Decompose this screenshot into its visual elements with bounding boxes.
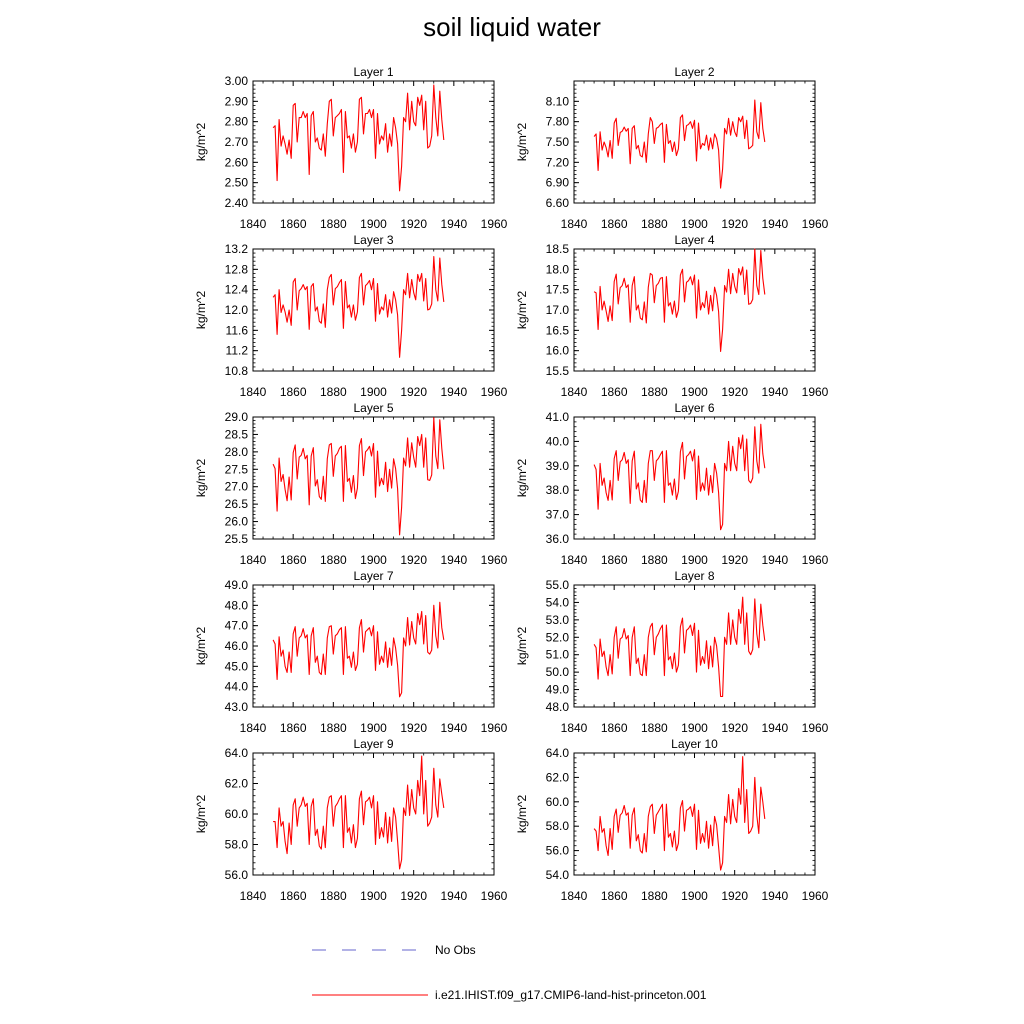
- layer-8-ytick-label: 52.0: [545, 630, 569, 645]
- layer-2-ytick-label: 7.20: [545, 155, 569, 170]
- layer-6-xtick-label: 1960: [801, 553, 829, 567]
- layer-10-ylabel: kg/m^2: [515, 794, 529, 834]
- layer-8-ytick-label: 48.0: [545, 700, 569, 714]
- layer-10-ytick-label: 56.0: [545, 843, 569, 858]
- layer-2-xtick-label: 1960: [801, 217, 829, 231]
- layer-1-ytick-label: 2.80: [224, 114, 248, 129]
- layer-9-xtick-label: 1940: [440, 889, 468, 903]
- layer-5-ytick-label: 29.0: [224, 410, 248, 424]
- layer-9-plot-frame: [253, 753, 494, 875]
- layer-1-ytick-label: 2.50: [224, 175, 248, 190]
- layer-4-series-line: [594, 249, 765, 352]
- layer-9-series-line: [273, 756, 444, 869]
- layer-2-title: Layer 2: [674, 65, 715, 79]
- layer-9-xtick-label: 1860: [279, 889, 307, 903]
- layer-3-xtick-label: 1860: [279, 385, 307, 399]
- layer-6-ylabel: kg/m^2: [515, 458, 529, 498]
- layer-7-ytick-label: 45.0: [224, 659, 248, 674]
- layer-7-xtick-label: 1880: [319, 721, 347, 735]
- layer-5-xtick-label: 1840: [239, 553, 267, 567]
- layer-8-ytick-label: 53.0: [545, 612, 569, 627]
- layer-7-xtick-label: 1840: [239, 721, 267, 735]
- layer-5-ytick-label: 27.5: [224, 462, 248, 477]
- layer-5-ytick-label: 28.0: [224, 444, 248, 459]
- layer-6-series-line: [594, 424, 765, 529]
- layer-5-title: Layer 5: [353, 401, 394, 415]
- layer-4-ylabel: kg/m^2: [515, 290, 529, 330]
- layer-3-ytick-label: 11.6: [225, 323, 248, 338]
- layer-7-ytick-label: 43.0: [224, 700, 248, 714]
- layer-9-xtick-label: 1960: [480, 889, 508, 903]
- layer-6-xtick-label: 1840: [560, 553, 588, 567]
- layer-1-xtick-label: 1860: [279, 217, 307, 231]
- layer-5-xtick-label: 1940: [440, 553, 468, 567]
- layer-7-xtick-label: 1920: [400, 721, 428, 735]
- layer-2-ytick-label: 6.90: [545, 175, 569, 190]
- layer-1-ytick-label: 2.40: [224, 196, 248, 210]
- legend-no-obs-label: No Obs: [435, 943, 476, 957]
- layer-2-ytick-label: 7.80: [545, 114, 569, 129]
- layer-8-xtick-label: 1940: [761, 721, 789, 735]
- layer-3-ytick-label: 11.2: [225, 343, 248, 358]
- layer-8-ytick-label: 54.0: [545, 595, 569, 610]
- layer-7-plot-frame: [253, 585, 494, 707]
- layer-7-ytick-label: 49.0: [224, 578, 248, 592]
- layer-5-xtick-label: 1880: [319, 553, 347, 567]
- layer-10-xtick-label: 1880: [640, 889, 668, 903]
- layer-9-xtick-label: 1900: [360, 889, 387, 903]
- layer-8-ytick-label: 50.0: [545, 665, 569, 680]
- layer-4-xtick-label: 1920: [721, 385, 749, 399]
- layer-9-ylabel: kg/m^2: [194, 794, 208, 834]
- layer-4-xtick-label: 1940: [761, 385, 789, 399]
- layer-3-xtick-label: 1840: [239, 385, 267, 399]
- layer-3-series-line: [273, 257, 444, 358]
- layer-8-ytick-label: 49.0: [545, 682, 569, 697]
- layer-10-xtick-label: 1860: [600, 889, 628, 903]
- layer-4-title: Layer 4: [674, 233, 715, 247]
- layer-8-xtick-label: 1900: [681, 721, 708, 735]
- layer-8-ytick-label: 51.0: [545, 647, 569, 662]
- layer-3-ytick-label: 10.8: [224, 364, 248, 378]
- layer-10-ytick-label: 58.0: [545, 819, 569, 834]
- legend-model-label: i.e21.IHIST.f09_g17.CMIP6-land-hist-princeton.001: [435, 988, 707, 1002]
- layer-8-plot-frame: [574, 585, 815, 707]
- layer-8-xtick-label: 1960: [801, 721, 829, 735]
- layer-7-xtick-label: 1860: [279, 721, 307, 735]
- layer-1-xtick-label: 1880: [319, 217, 347, 231]
- layer-6-ytick-label: 41.0: [545, 410, 569, 424]
- layer-6-xtick-label: 1900: [681, 553, 708, 567]
- layer-9-xtick-label: 1880: [319, 889, 347, 903]
- layer-8-ylabel: kg/m^2: [515, 626, 529, 666]
- layer-10-xtick-label: 1900: [681, 889, 708, 903]
- layer-9-ytick-label: 56.0: [224, 868, 248, 882]
- layer-6-ytick-label: 40.0: [545, 434, 569, 449]
- layer-8-series-line: [594, 597, 765, 696]
- layer-8-title: Layer 8: [674, 569, 715, 583]
- layer-3-xtick-label: 1920: [400, 385, 428, 399]
- layer-3-xtick-label: 1880: [319, 385, 347, 399]
- layer-5-xtick-label: 1860: [279, 553, 307, 567]
- layer-1-xtick-label: 1940: [440, 217, 468, 231]
- layer-4-xtick-label: 1960: [801, 385, 829, 399]
- layer-4-xtick-label: 1880: [640, 385, 668, 399]
- layer-5-xtick-label: 1960: [480, 553, 508, 567]
- layer-2-series-line: [594, 100, 765, 188]
- layer-6-ytick-label: 37.0: [545, 507, 569, 522]
- layer-7-ytick-label: 46.0: [224, 639, 248, 653]
- layer-1-series-line: [273, 85, 444, 191]
- layer-9-xtick-label: 1920: [400, 889, 428, 903]
- layer-7-ytick-label: 47.0: [224, 618, 248, 633]
- layer-2-ytick-label: 8.10: [545, 94, 569, 109]
- layer-4-ytick-label: 17.0: [545, 303, 569, 317]
- layer-1-ytick-label: 2.60: [224, 155, 248, 170]
- layer-5-ytick-label: 27.0: [224, 479, 248, 494]
- layer-2-xtick-label: 1880: [640, 217, 668, 231]
- layer-5-series-line: [273, 418, 444, 535]
- layer-5-ytick-label: 25.5: [224, 532, 248, 546]
- layer-1-ytick-label: 2.90: [224, 94, 248, 109]
- layer-4-ytick-label: 17.5: [545, 282, 569, 297]
- layer-2-xtick-label: 1940: [761, 217, 789, 231]
- layer-1-title: Layer 1: [353, 65, 394, 79]
- layer-7-title: Layer 7: [353, 569, 394, 583]
- layer-4-xtick-label: 1840: [560, 385, 588, 399]
- layer-3-ytick-label: 13.2: [224, 242, 248, 256]
- layer-2-xtick-label: 1860: [600, 217, 628, 231]
- layer-2-ytick-label: 7.50: [545, 135, 569, 149]
- layer-9-title: Layer 9: [353, 737, 394, 751]
- layer-2-xtick-label: 1920: [721, 217, 749, 231]
- layer-6-title: Layer 6: [674, 401, 715, 415]
- layer-8-xtick-label: 1920: [721, 721, 749, 735]
- layer-2-ytick-label: 6.60: [545, 196, 569, 210]
- layer-1-xtick-label: 1840: [239, 217, 267, 231]
- layer-6-plot-frame: [574, 417, 815, 539]
- layer-9-ytick-label: 60.0: [224, 807, 248, 821]
- layer-3-xtick-label: 1960: [480, 385, 508, 399]
- layer-7-ylabel: kg/m^2: [194, 626, 208, 666]
- layer-5-xtick-label: 1900: [360, 553, 387, 567]
- layer-10-series-line: [594, 757, 765, 870]
- layer-10-ytick-label: 60.0: [545, 794, 569, 809]
- layer-7-ytick-label: 48.0: [224, 598, 248, 613]
- layer-9-xtick-label: 1840: [239, 889, 267, 903]
- layer-1-xtick-label: 1960: [480, 217, 508, 231]
- layer-5-ytick-label: 26.0: [224, 514, 248, 529]
- layer-10-ytick-label: 62.0: [545, 770, 569, 785]
- layer-3-xtick-label: 1900: [360, 385, 387, 399]
- layer-9-ytick-label: 62.0: [224, 776, 248, 791]
- layer-2-ylabel: kg/m^2: [515, 122, 529, 162]
- layer-10-xtick-label: 1920: [721, 889, 749, 903]
- layer-5-xtick-label: 1920: [400, 553, 428, 567]
- layer-6-xtick-label: 1940: [761, 553, 789, 567]
- layer-1-ytick-label: 2.70: [224, 135, 248, 149]
- layer-10-title: Layer 10: [671, 737, 718, 751]
- layer-4-ytick-label: 16.0: [545, 343, 569, 358]
- layer-7-xtick-label: 1960: [480, 721, 508, 735]
- layer-8-xtick-label: 1840: [560, 721, 588, 735]
- layer-9-ytick-label: 58.0: [224, 837, 248, 852]
- layer-3-xtick-label: 1940: [440, 385, 468, 399]
- layer-2-xtick-label: 1840: [560, 217, 588, 231]
- layer-3-ytick-label: 12.4: [224, 282, 248, 297]
- layer-6-xtick-label: 1920: [721, 553, 749, 567]
- layer-3-title: Layer 3: [353, 233, 394, 247]
- layer-8-xtick-label: 1860: [600, 721, 628, 735]
- layer-6-xtick-label: 1860: [600, 553, 628, 567]
- layer-4-ytick-label: 18.5: [545, 242, 569, 256]
- layer-2-xtick-label: 1900: [681, 217, 708, 231]
- layer-4-ytick-label: 15.5: [545, 364, 569, 378]
- layer-7-series-line: [273, 602, 444, 697]
- chart-main-title: soil liquid water: [423, 12, 601, 42]
- layer-6-ytick-label: 38.0: [545, 483, 569, 498]
- layer-6-ytick-label: 36.0: [545, 532, 569, 546]
- layer-5-ylabel: kg/m^2: [194, 458, 208, 498]
- layer-10-xtick-label: 1940: [761, 889, 789, 903]
- layer-7-xtick-label: 1900: [360, 721, 387, 735]
- layer-9-ytick-label: 64.0: [224, 746, 248, 760]
- layer-10-xtick-label: 1960: [801, 889, 829, 903]
- layer-6-xtick-label: 1880: [640, 553, 668, 567]
- layer-1-ytick-label: 3.00: [224, 74, 248, 88]
- layer-8-ytick-label: 55.0: [545, 578, 569, 592]
- layer-1-ylabel: kg/m^2: [194, 122, 208, 162]
- layer-4-xtick-label: 1860: [600, 385, 628, 399]
- layer-3-ylabel: kg/m^2: [194, 290, 208, 330]
- layer-10-ytick-label: 64.0: [545, 746, 569, 760]
- layer-8-xtick-label: 1880: [640, 721, 668, 735]
- layer-5-ytick-label: 26.5: [224, 497, 248, 512]
- layer-1-xtick-label: 1920: [400, 217, 428, 231]
- layer-7-xtick-label: 1940: [440, 721, 468, 735]
- layer-10-ytick-label: 54.0: [545, 868, 569, 882]
- layer-6-ytick-label: 39.0: [545, 458, 569, 473]
- layer-5-ytick-label: 28.5: [224, 427, 248, 442]
- layer-7-ytick-label: 44.0: [224, 679, 248, 694]
- layer-3-ytick-label: 12.8: [224, 262, 248, 277]
- layer-4-ytick-label: 16.5: [545, 323, 569, 338]
- layer-4-ytick-label: 18.0: [545, 262, 569, 277]
- layer-3-ytick-label: 12.0: [224, 303, 248, 317]
- layer-1-xtick-label: 1900: [360, 217, 387, 231]
- layer-10-xtick-label: 1840: [560, 889, 588, 903]
- layer-4-xtick-label: 1900: [681, 385, 708, 399]
